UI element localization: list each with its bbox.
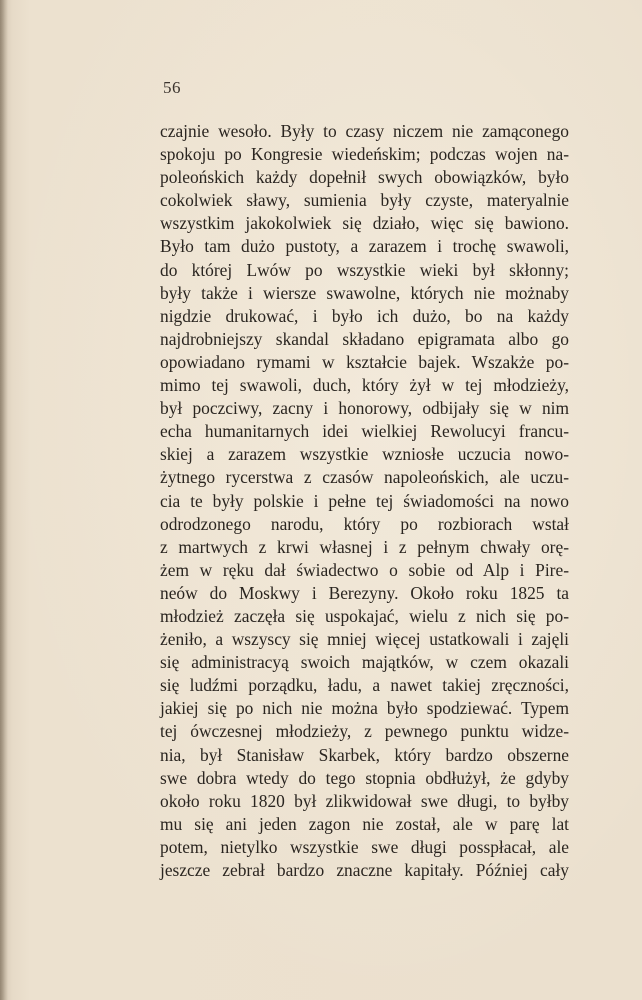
text-line: najdrobniejszy skandal składano epigramata albo go bbox=[160, 328, 569, 349]
text-line: jeszcze zebrał bardzo znaczne kapitały. Później cały bbox=[160, 860, 569, 880]
text-line: swe dobra wtedy do tego stopnia obdłużył, że gdyby bbox=[160, 767, 569, 788]
text-line: mu się ani jeden zagon nie został, ale w parę lat bbox=[160, 813, 569, 834]
text-line: z martwych z krwi własnej i z pełnym chwały orę- bbox=[160, 536, 569, 557]
text-line: do której Lwów po wszystkie wieki był skłonny; bbox=[160, 259, 569, 280]
text-line: mimo tej swawoli, duch, który żył w tej młodzieży, bbox=[160, 375, 569, 396]
text-line: jakiej się po nich nie można było spodziewać. Typem bbox=[160, 698, 569, 719]
text-line: skiej a zarazem wszystkie wzniosłe uczucia nowo- bbox=[160, 444, 569, 465]
text-line: odrodzonego narodu, który po rozbiorach wstał bbox=[160, 513, 569, 534]
text-line: żem w ręku dał świadectwo o sobie od Alp i Pire- bbox=[160, 559, 569, 580]
text-line: cokolwiek sławy, sumienia były czyste, materyalnie bbox=[160, 190, 569, 211]
text-line: neów do Moskwy i Berezyny. Około roku 1825 ta bbox=[160, 582, 569, 603]
text-line: Było tam dużo pustoty, a zarazem i trochę swawoli, bbox=[160, 236, 569, 257]
text-line: około roku 1820 był zlikwidował swe długi, to byłby bbox=[160, 790, 569, 811]
text-line: spokoju po Kongresie wiedeńskim; podczas wojen na- bbox=[160, 144, 569, 165]
text-line: opowiadano rymami w kształcie bajek. Wszakże po- bbox=[160, 351, 569, 372]
text-line: tej ówczesnej młodzieży, z pewnego punktu widze- bbox=[160, 721, 569, 742]
text-line: potem, nietylko wszystkie swe długi posspłacał, ale bbox=[160, 836, 569, 857]
text-line: młodzież zaczęła się uspokajać, wielu z nich się po- bbox=[160, 605, 569, 626]
text-line: czajnie wesoło. Były to czasy niczem nie zamąconego bbox=[160, 121, 569, 141]
text-line: był poczciwy, zacny i honorowy, odbijały się w nim bbox=[160, 398, 569, 419]
body-text bbox=[160, 120, 569, 882]
text-line: wszystkim jakokolwiek się działo, więc się bawiono. bbox=[160, 213, 569, 234]
page-edge-shadow bbox=[0, 0, 8, 1000]
text-line: się administracyą swoich majątków, w czem okazali bbox=[160, 652, 569, 673]
text-line: cia te były polskie i pełne tej świadomości na nowo bbox=[160, 490, 569, 511]
text-line: żytnego rycerstwa z czasów napoleońskich, ale uczu- bbox=[160, 467, 569, 488]
text-line: żeniło, a wszyscy się mniej więcej ustatkowali i zajęli bbox=[160, 629, 569, 650]
text-line: się ludźmi porządku, ładu, a nawet takiej zręczności, bbox=[160, 675, 569, 696]
page-number: 56 bbox=[163, 78, 181, 97]
text-line: echa humanitarnych idei wielkiej Rewolucyi francu- bbox=[160, 421, 569, 442]
text-line: były także i wiersze swawolne, których nie możnaby bbox=[160, 282, 569, 303]
text-line: nia, był Stanisław Skarbek, który bardzo obszerne bbox=[160, 744, 569, 765]
text-line: poleońskich każdy dopełnił swych obowiązków, było bbox=[160, 167, 569, 188]
text-line: nigdzie drukować, i było ich dużo, bo na każdy bbox=[160, 305, 569, 326]
